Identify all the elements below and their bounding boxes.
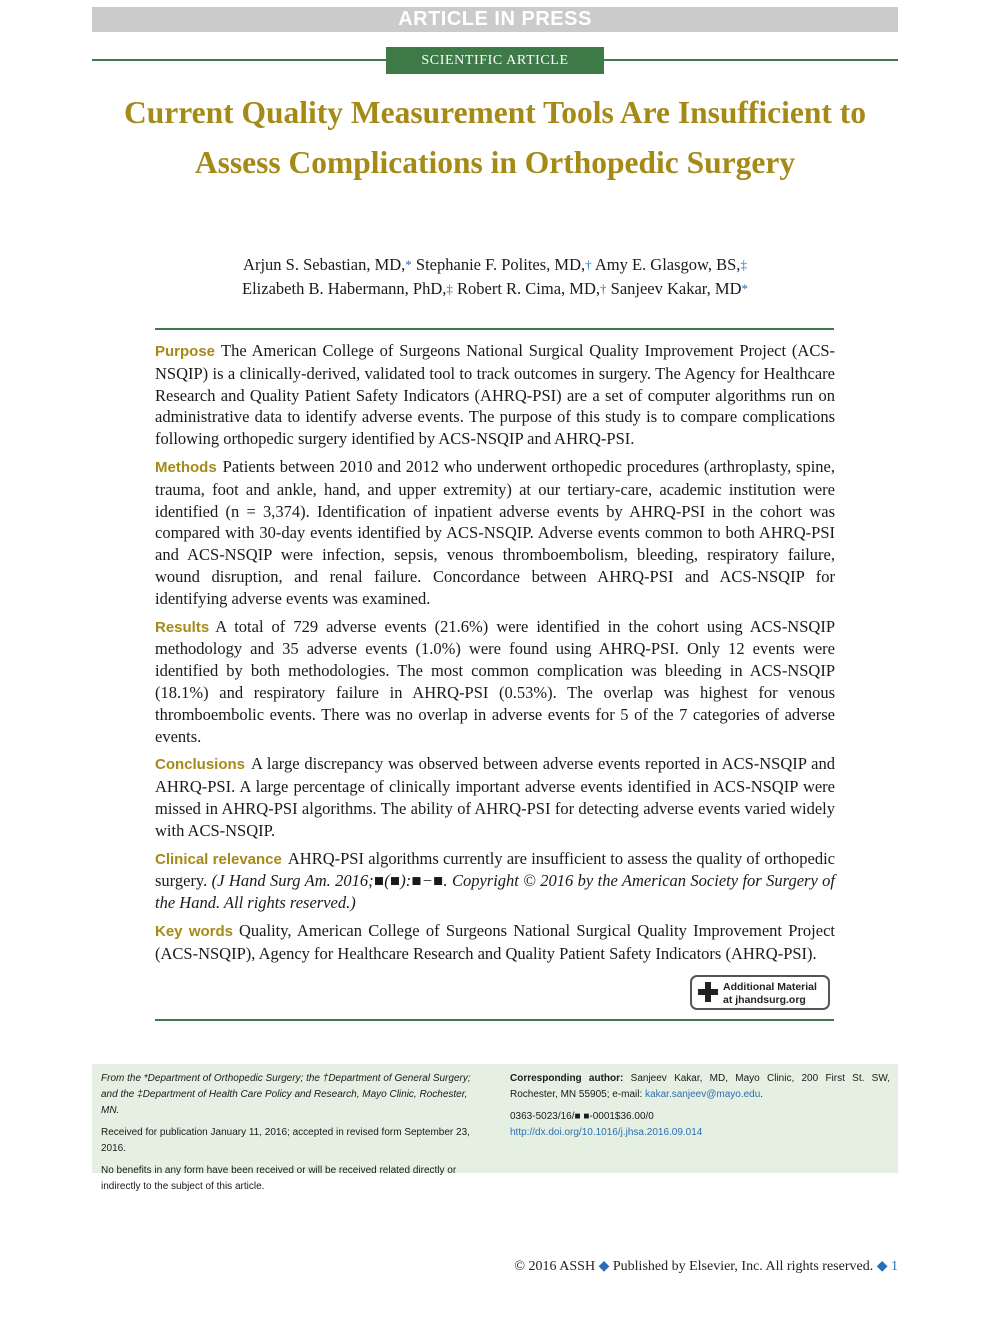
purpose-label: Purpose [155, 343, 216, 360]
diamond-separator-icon: ◆ [876, 1259, 888, 1274]
article-in-press-banner: ARTICLE IN PRESS [92, 7, 898, 32]
footnote-box [92, 1064, 898, 1192]
page-number: 1 [891, 1259, 898, 1274]
keywords-paragraph [155, 920, 835, 965]
doi-link[interactable]: http://dx.doi.org/10.1016/j.jhsa.2016.09.014 [510, 1127, 703, 1138]
abstract [155, 340, 835, 971]
results-label: Results [155, 618, 210, 636]
affiliation-mark[interactable]: * [405, 257, 412, 272]
author-name: Sanjeev Kakar, MD [610, 279, 742, 298]
issn-note: 0363-5023/16/■ ■-0001$36.00/0 [510, 1111, 654, 1122]
conclusions-text: A large discrepancy was observed between adverse events reported in ACS-NSQIP and AHRQ-PSI. A large percentage of clinically important adverse events identified in ACS-NSQIP were missed in AHRQ-PSI algorithms. The ability of AHRQ-PSI for detecting adverse events varied widely with ACS-NSQIP. [155, 754, 835, 840]
clinical-relevance-label: Clinical relevance [155, 850, 282, 868]
clinical-relevance-text: AHRQ-PSI algorithms currently are insufficient to assess the quality of orthopedic surgery. [155, 848, 835, 891]
abstract-bottom-rule [155, 1019, 834, 1021]
author-name: Robert R. Cima, MD, [457, 279, 601, 298]
email-link[interactable]: kakar.sanjeev@mayo.edu [645, 1089, 761, 1100]
affiliation-note: From the *Department of Orthopedic Surgery; the †Department of General Surgery; and the ‡Department of Health Care Policy and Research, Mayo Clinic, Rochester, MN. [101, 1073, 471, 1116]
footnote-right-column [510, 1071, 890, 1147]
keywords-label: Key words [155, 922, 234, 940]
results-paragraph [155, 616, 835, 748]
author-name: Arjun S. Sebastian, MD, [243, 255, 406, 274]
methods-paragraph [155, 456, 835, 610]
methods-text: Patients between 2010 and 2012 who underwent orthopedic procedures (arthroplasty, spine, trauma, foot and ankle, hand, and upper extremity) at our tertiary-care, academic institution were identified (n = 3,374). Identification of inpatient adverse events by AHRQ-PSI in the cohort was compared with 30-day events identified by ACS-NSQIP. Adverse events common to both AHRQ-PSI and ACS-NSQIP were infection, sepsis, venous thromboembolism, bleeding, respiratory failure, wound disruption, and renal failure. Concordance between AHRQ-PSI and ACS-NSQIP for identifying adverse events was examined. [155, 456, 835, 608]
corresponding-author-text: Sanjeev Kakar, MD, Mayo Clinic, 200 First St. SW, Rochester, MN 55905; e-mail: [510, 1073, 890, 1100]
section-label: SCIENTIFIC ARTICLE [386, 47, 604, 74]
conclusions-label: Conclusions [155, 756, 246, 774]
publisher: Published by Elsevier, Inc. All rights reserved. [612, 1259, 874, 1274]
page-footer [514, 1258, 898, 1276]
article-title: Current Quality Measurement Tools Are Insufficient to Assess Complications in Orthopedic Surgery [124, 95, 866, 180]
purpose-paragraph [155, 340, 835, 450]
copyright: © 2016 ASSH [514, 1259, 596, 1274]
author-name: Stephanie F. Polites, MD, [415, 255, 586, 274]
clinical-relevance-paragraph [155, 848, 835, 914]
keywords-text: Quality, American College of Surgeons National Surgical Quality Improvement Project (ACS-NSQIP), Agency for Healthcare Research and Quality Patient Safety Indicators (AHRQ-PSI). [155, 920, 835, 963]
corresponding-author-label: Corresponding author: [510, 1073, 624, 1084]
purpose-text: The American College of Surgeons National Surgical Quality Improvement Project (ACS-NSQIP) is a clinically-derived, validated tool to track outcomes in surgery. The Agency for Healthcare Research and Quality Patient Safety Indicators (AHRQ-PSI) are a set of computer algorithms run on administrative data to identify adverse events. The purpose of this study is to compare complications following orthopedic surgery identified by ACS-NSQIP and AHRQ-PSI. [155, 341, 835, 449]
plus-icon [698, 982, 718, 1002]
author-name: Elizabeth B. Habermann, PhD, [242, 279, 447, 298]
affiliation-mark[interactable]: * [741, 281, 748, 296]
citation: (J Hand Surg Am. 2016;■(■):■−■. Copyright © 2016 by the American Society for Surgery of the Hand. All rights reserved.) [155, 871, 836, 913]
methods-label: Methods [155, 458, 217, 476]
benefits-note: No benefits in any form have been received or will be received related directly or indirectly to the subject of this article. [101, 1165, 457, 1192]
abstract-top-rule [155, 328, 834, 330]
diamond-separator-icon: ◆ [598, 1259, 610, 1274]
affiliation-mark[interactable]: ‡ [446, 281, 453, 296]
additional-material-label: Additional Material [723, 981, 817, 993]
received-note: Received for publication January 11, 2016; accepted in revised form September 23, 2016. [101, 1127, 470, 1154]
author-name: Amy E. Glasgow, BS, [594, 255, 741, 274]
additional-material-link[interactable] [690, 975, 830, 1010]
affiliation-mark[interactable]: † [585, 257, 592, 272]
corresponding-author-note: Corresponding author: Sanjeev Kakar, MD, Mayo Clinic, 200 First St. SW, Rochester, MN 55905; e-mail: kakar.sanjeev@mayo.edu. [510, 1073, 890, 1100]
affiliation-mark[interactable]: ‡ [740, 257, 747, 272]
author-list [120, 253, 870, 301]
footnote-left-column [101, 1071, 481, 1201]
results-text: A total of 729 adverse events (21.6%) were identified in the cohort using ACS-NSQIP methodology and 35 adverse events (1.0%) were found using AHRQ-PSI. Only 12 events were identified by both methodologies. The most common complication was bleeding in ACS-NSQIP (18.1%) and respiratory failure in AHRQ-PSI (0.53%). The overlap was highest for venous thromboembolic events. There was no overlap in adverse events for 5 of the 7 categories of adverse events. [155, 616, 835, 746]
conclusions-paragraph [155, 753, 835, 841]
additional-material-url: at jhandsurg.org [723, 994, 806, 1006]
affiliation-mark[interactable]: † [600, 281, 607, 296]
